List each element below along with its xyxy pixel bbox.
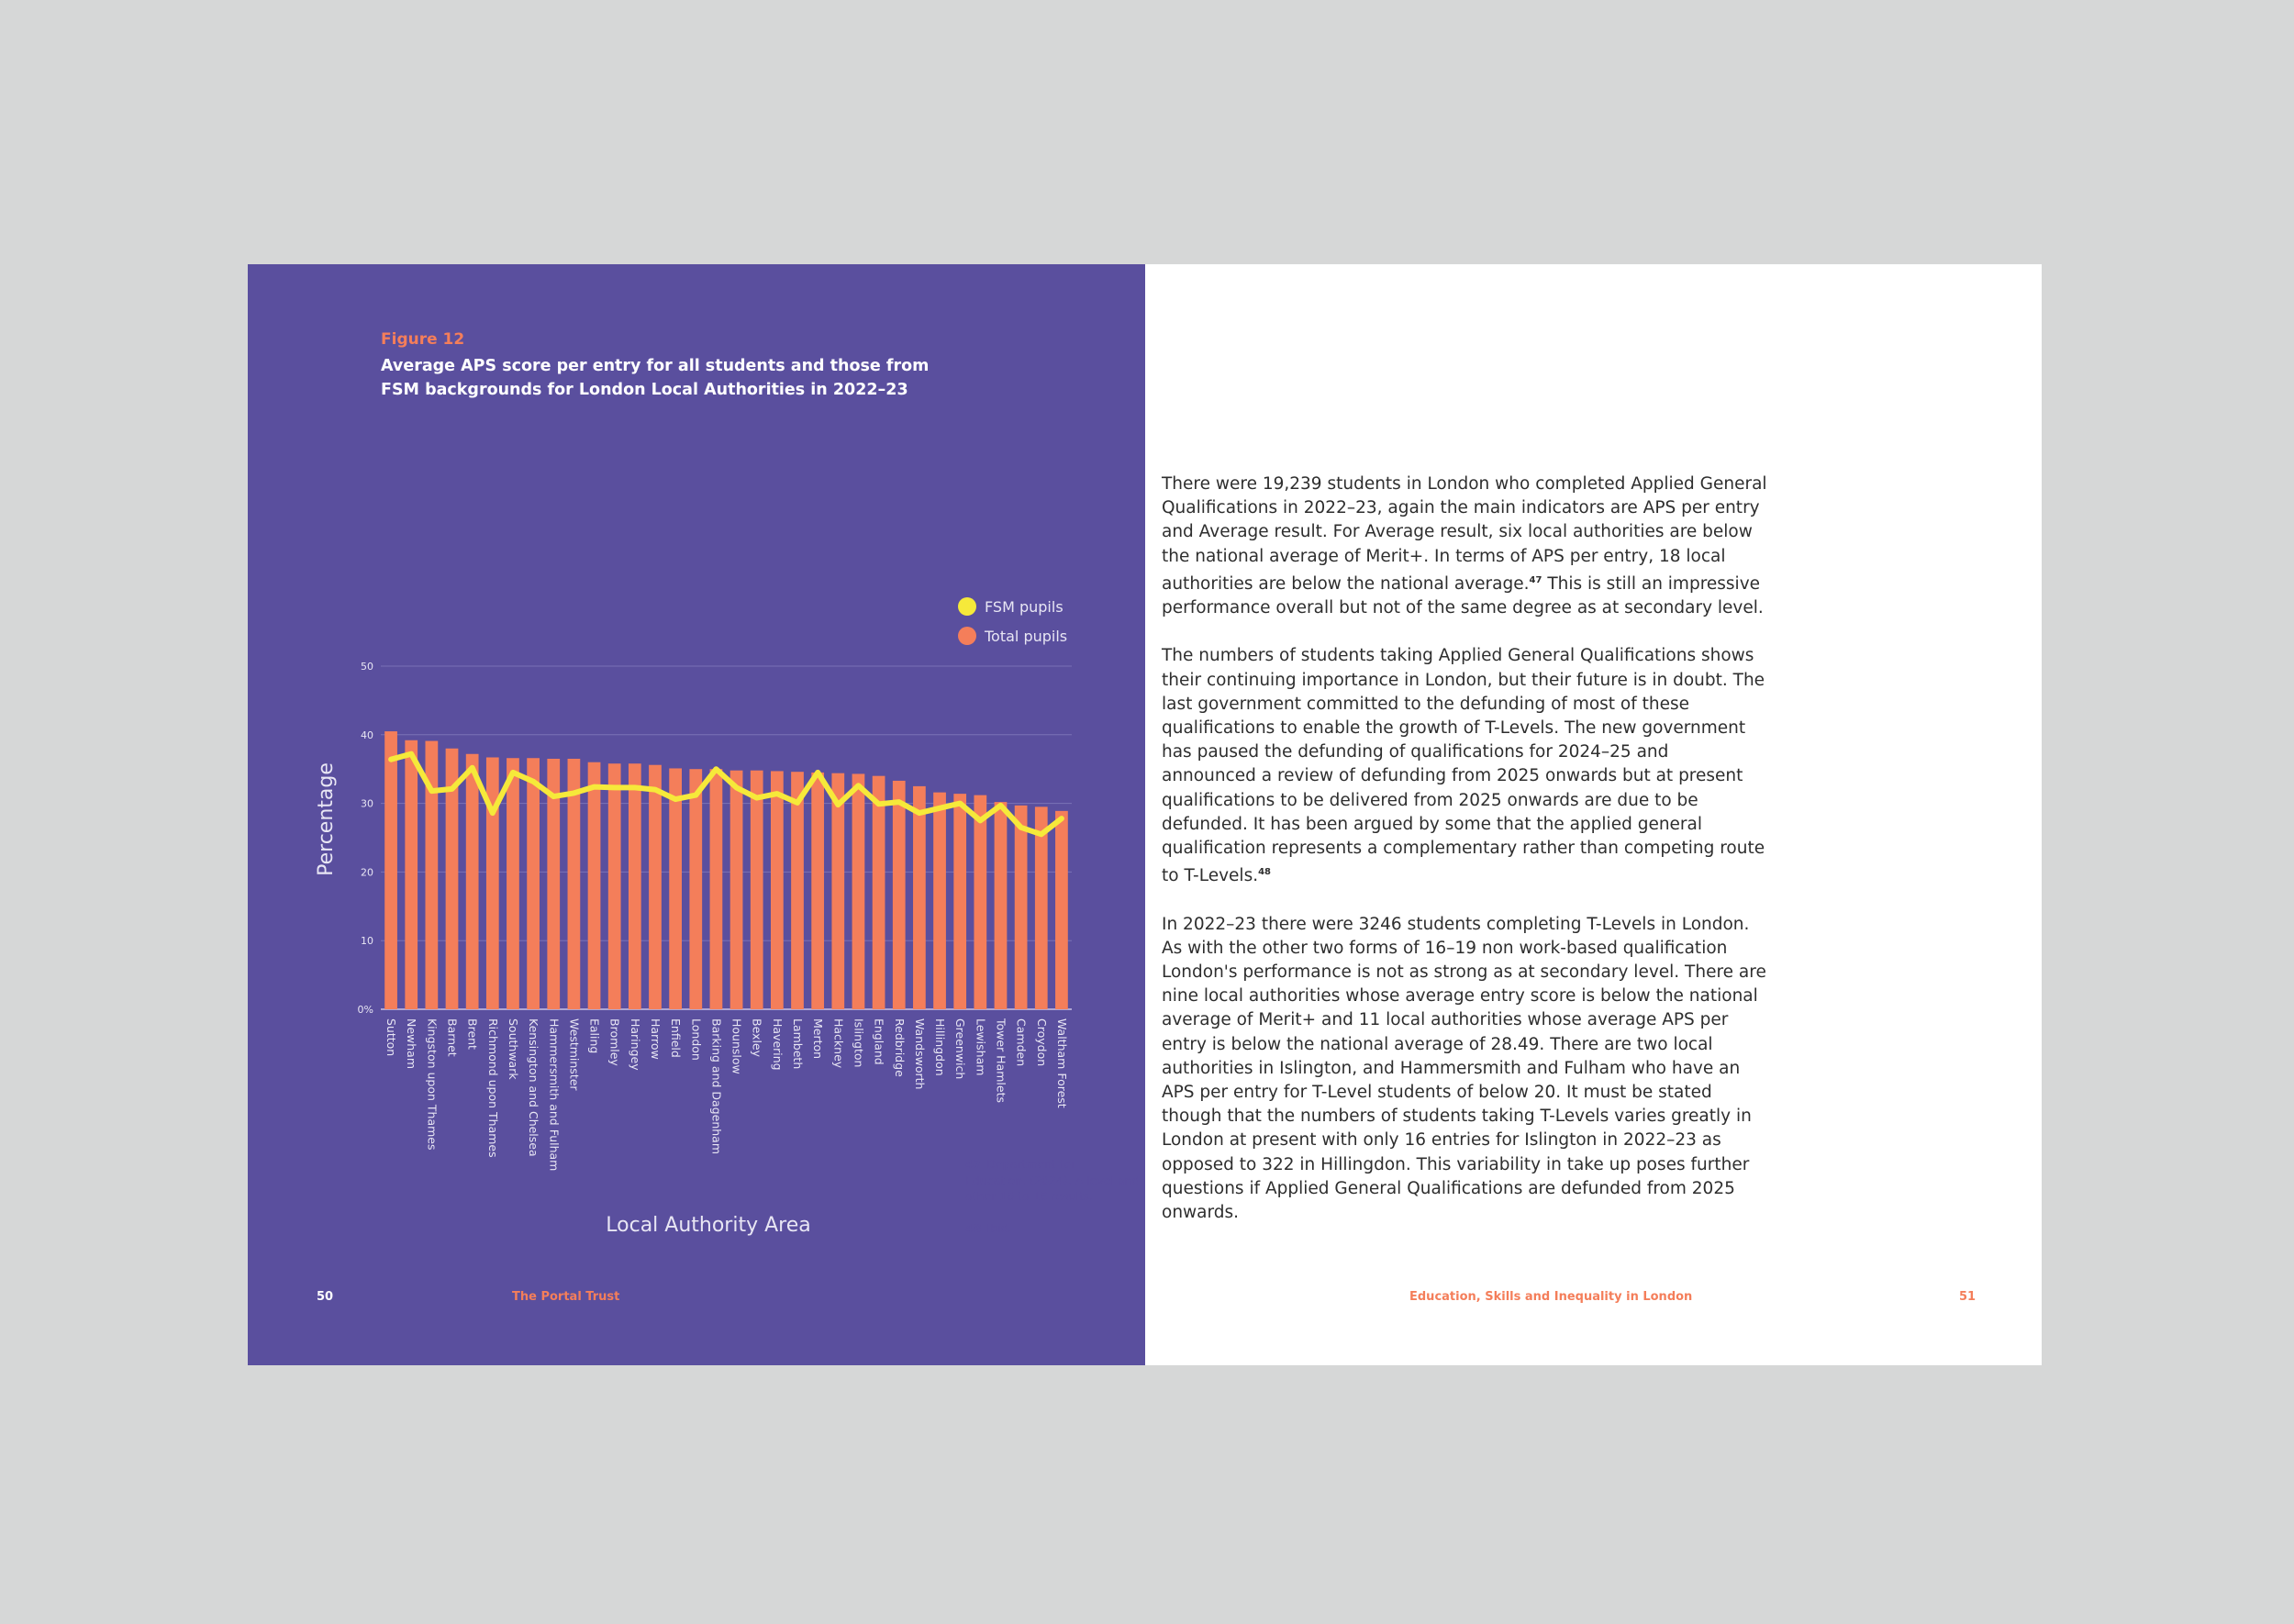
y-tick-label: 50	[361, 661, 373, 673]
body-text	[1162, 473, 1767, 1249]
bar-total-pupils	[873, 776, 885, 1009]
right-page-number: 51	[1959, 1290, 1977, 1304]
x-tick-label: Havering	[770, 1018, 785, 1071]
bar-total-pupils	[384, 731, 397, 1009]
x-tick-label: Bromley	[607, 1018, 622, 1066]
y-tick-label: 20	[361, 866, 373, 879]
book-spread	[248, 264, 2042, 1365]
legend-total-label: Total pupils	[985, 628, 1068, 645]
x-tick-label: Westminster	[567, 1018, 582, 1091]
right-footer-title: Education, Skills and Inequality in London	[1409, 1290, 1693, 1304]
legend	[958, 597, 1067, 645]
bar-total-pupils	[933, 793, 946, 1009]
x-tick-label: Hillingdon	[933, 1018, 947, 1076]
x-tick-label: Enfield	[669, 1018, 684, 1058]
bar-total-pupils	[831, 773, 844, 1009]
bar-total-pupils	[791, 772, 804, 1009]
bar-total-pupils	[689, 769, 702, 1009]
x-tick-label: Hammersmith and Fulham	[547, 1018, 562, 1172]
left-page-number: 50	[317, 1290, 334, 1304]
x-tick-label: Hackney	[831, 1018, 846, 1069]
bar-total-pupils	[527, 758, 540, 1009]
paragraph-1: There were 19,239 students in London who completed Applied General Qualifications in 2022–23, again the main indicators are APS per entry and Average result. For Average result, six local authorities are below the national average of Merit+. In terms of APS per entry, 18 local authorities are below the national average.$^{47}$ This is still an impressive performance overall but not of the same degree as at secondary level.	[1162, 474, 1767, 618]
x-tick-label: Lambeth	[791, 1018, 805, 1070]
bar-total-pupils	[974, 795, 986, 1009]
bar-total-pupils	[852, 773, 865, 1009]
y-tick-label: 30	[361, 797, 373, 810]
legend-fsm-swatch	[958, 597, 976, 616]
x-tick-label: Newham	[405, 1018, 419, 1070]
bar-total-pupils	[507, 758, 519, 1009]
x-tick-label: Croydon	[1034, 1018, 1049, 1067]
bar-total-pupils	[466, 754, 479, 1009]
legend-fsm-label: FSM pupils	[985, 598, 1063, 616]
footnote-48: 48 Ibid.	[965, 1221, 1012, 1235]
x-tick-label: Greenwich	[953, 1018, 968, 1080]
y-tick-label: 10	[361, 935, 373, 948]
bar-total-pupils	[486, 757, 499, 1009]
bar-total-pupils	[751, 771, 763, 1009]
bar-total-pupils	[608, 763, 621, 1009]
x-tick-label: Camden	[1014, 1018, 1029, 1067]
bar-total-pupils	[771, 771, 784, 1009]
x-tick-label: Tower Hamlets	[994, 1018, 1008, 1103]
y-tick-label: 0%	[357, 1004, 373, 1016]
x-tick-label: Richmond upon Thames	[485, 1018, 500, 1158]
y-tick-label: 40	[361, 729, 373, 741]
bar-total-pupils	[893, 781, 906, 1009]
x-tick-label: Haringey	[628, 1018, 642, 1071]
x-tick-label: Islington	[852, 1018, 866, 1068]
x-tick-label: Kensington and Chelsea	[527, 1018, 541, 1157]
bar-total-pupils	[730, 771, 743, 1009]
bar-total-pupils	[1035, 806, 1048, 1009]
x-tick-label: Kingston upon Thames	[425, 1018, 440, 1151]
bar-total-pupils	[669, 768, 682, 1009]
x-tick-label: Redbridge	[892, 1018, 907, 1077]
x-tick-label: Merton	[811, 1018, 826, 1060]
x-tick-label: Harrow	[649, 1018, 663, 1060]
bar-total-pupils	[1055, 811, 1068, 1009]
bar-total-pupils	[649, 765, 662, 1009]
x-tick-label: Sutton	[384, 1018, 399, 1057]
bar-total-pupils	[953, 794, 966, 1009]
bar-total-pupils	[405, 740, 418, 1009]
footnote-47: 47 Department for Education. (2024). A level and other 16 to 18 results.	[965, 1157, 1140, 1203]
y-axis-label: Percentage	[315, 762, 338, 876]
paragraph-2: The numbers of students taking Applied General Qualifications shows their continuing importance in London, but their future is in doubt. The last government committed to the defunding of most of these qualifications to enable the growth of T-Levels. The new government has paused the defunding of qualifications for 2024–25 and announced a review of defunding from 2025 onwards but at present qualifications to be delivered from 2025 onwards are due to be defunded. It has been argued by some that the applied general qualification represents a complementary rather than competing route to T-Levels.$^{48}$	[1162, 646, 1765, 886]
x-tick-label: Lewisham	[974, 1018, 988, 1076]
x-tick-label: England	[872, 1018, 886, 1065]
x-tick-label: Barking and Dagenham	[709, 1018, 724, 1154]
footnote-ref-47[interactable]: 47	[1529, 574, 1542, 585]
bar-total-pupils	[811, 773, 824, 1009]
x-tick-label: Brent	[465, 1018, 480, 1050]
legend-total-swatch	[958, 627, 976, 645]
x-tick-label: Ealing	[587, 1018, 602, 1054]
footnote-ref-48[interactable]: 48	[1258, 867, 1272, 878]
x-tick-label: Bexley	[750, 1018, 764, 1058]
x-tick-label: Southwark	[507, 1018, 520, 1080]
left-footer-title: The Portal Trust	[512, 1290, 620, 1304]
x-tick-label: Hounslow	[729, 1018, 744, 1074]
x-tick-label: Wandsworth	[912, 1018, 927, 1090]
bar-total-pupils	[629, 763, 641, 1009]
figure-label: Figure 12	[381, 330, 465, 349]
x-axis-label: Local Authority Area	[606, 1214, 811, 1237]
bar-total-pupils	[913, 786, 926, 1009]
x-tick-label: Barnet	[445, 1018, 460, 1057]
paragraph-3: In 2022–23 there were 3246 students completing T-Levels in London. As with the other two forms of 16–19 non work-based qualification London's performance is not as strong as at secondary level. There are nine local authorities whose average entry score is below the national average of Merit+ and 11 local authorities whose average APS per entry is below the national average of 28.49. There are two local authorities in Islington, and Hammersmith and Fulham who have an APS per entry for T-Level students of below 20. It must be stated though that the numbers of students taking T-Levels varies greatly in London at present with only 16 entries for Islington in 2022–23 as opposed to 322 in Hillingdon. This variability in take up poses further questions if Applied General Qualifications are defunded from 2025 onwards.	[1162, 914, 1766, 1222]
bar-total-pupils	[588, 762, 601, 1009]
bar-total-pupils	[1015, 806, 1028, 1009]
x-tick-label: Waltham Forest	[1054, 1018, 1069, 1108]
bar-total-pupils	[995, 802, 1008, 1009]
bar-total-pupils	[710, 769, 723, 1009]
figure-title: Average APS score per entry for all students and those from FSM backgrounds for London Local Authorities in 2022–23	[381, 357, 930, 399]
x-tick-label: London	[689, 1018, 704, 1061]
